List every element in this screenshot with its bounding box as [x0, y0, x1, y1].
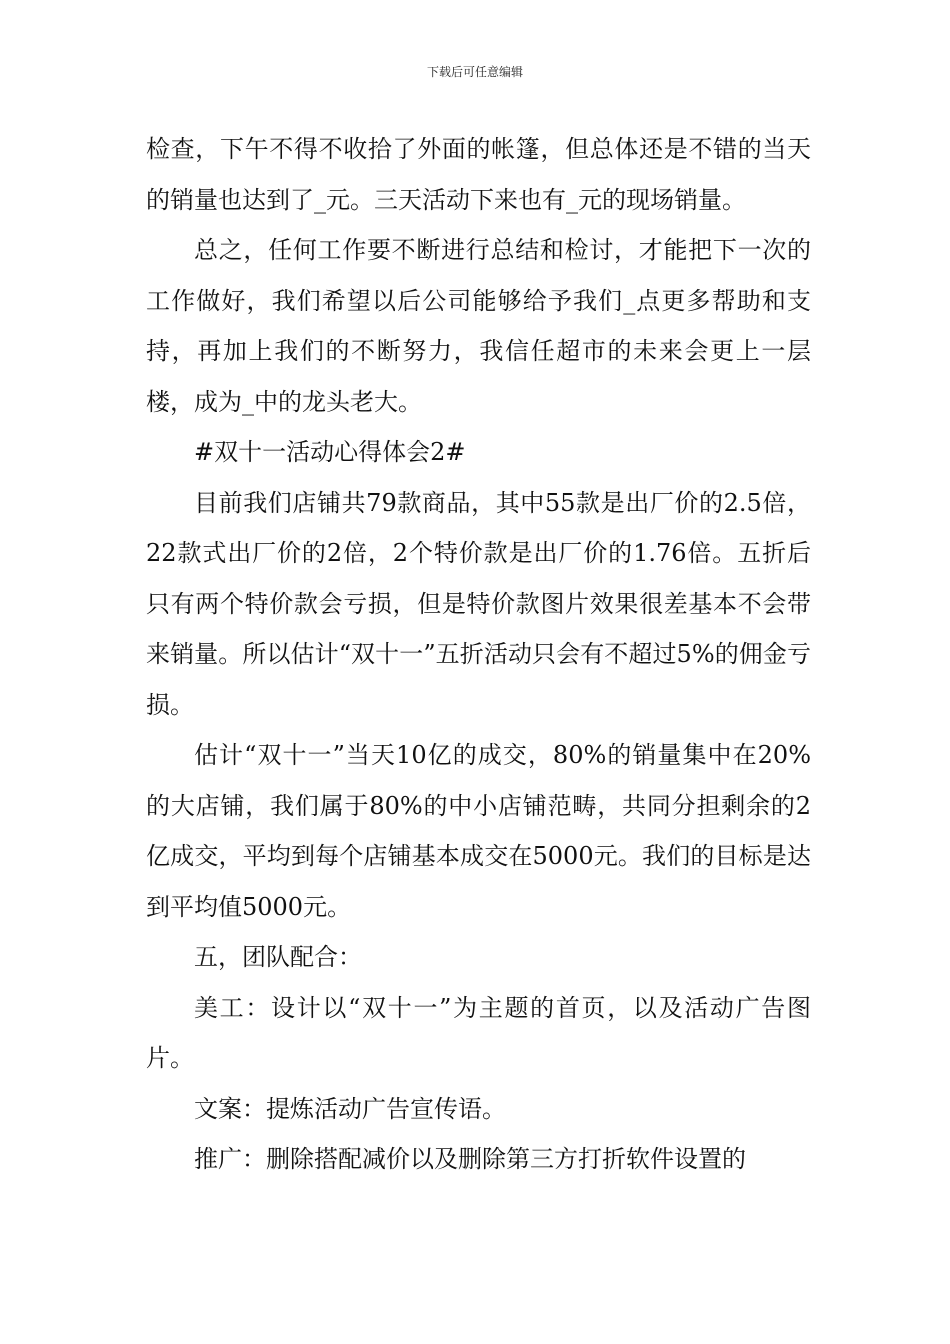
section-heading: #双十一活动心得体会2# — [194, 438, 466, 466]
paragraph-promotion: 推广：删除搭配减价以及删除第三方打折软件设置的 — [194, 1145, 746, 1173]
paragraph-copywriting: 文案：提炼活动广告宣传语。 — [194, 1094, 506, 1123]
paragraph-designer: 美工：设计以“双十一”为主题的首页，以及活动广告图片。 — [146, 993, 811, 1072]
paragraph-products: 目前我们店铺共79款商品，其中55款是出厂价的2.5倍，22款式出厂价的2倍，2个特价款是出厂价的1.76倍。五折后只有两个特价款会亏损，但是特价款图片效果很差基本不会带来销量。所以估计“双十一”五折活动只会有不超过5%的佣金亏损。 — [146, 488, 811, 719]
paragraph-continuation: 检查，下午不得不收拾了外面的帐篷，但总体还是不错的当天的销量也达到了_元。三天活动下来也有_元的现场销量。 — [146, 135, 811, 214]
paragraph-summary: 总之，任何工作要不断进行总结和检讨，才能把下一次的工作做好，我们希望以后公司能够给予我们_点更多帮助和支持，再加上我们的不断努力，我信任超市的未来会更上一层楼，成为_中的龙头老大。 — [146, 236, 811, 416]
document-body — [146, 124, 811, 1185]
team-heading: 五，团队配合： — [194, 943, 362, 971]
page-header: 下载后可任意编辑 — [426, 65, 523, 79]
paragraph-estimate: 估计“双十一”当天10亿的成交，80%的销量集中在20%的大店铺，我们属于80%的中小店铺范畴，共同分担剩余的2亿成交，平均到每个店铺基本成交在5000元。我们的目标是达到平均值5000元。 — [146, 741, 811, 921]
